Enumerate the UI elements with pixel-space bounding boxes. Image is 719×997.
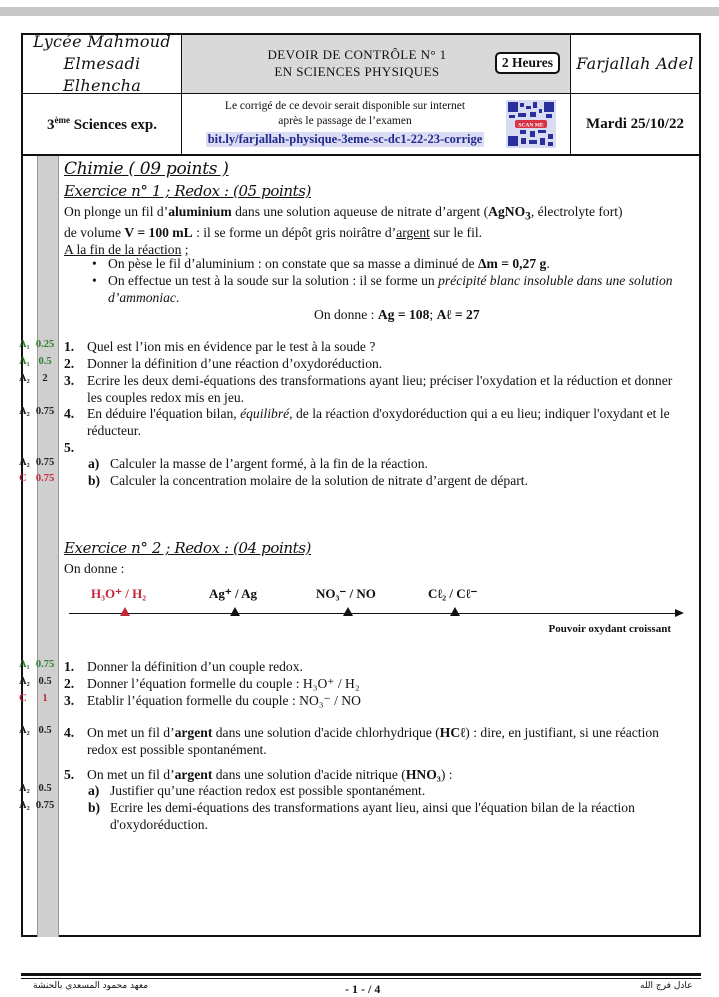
grade-mark: [19, 406, 59, 417]
intro-text: dans une solution aqueuse de nitrate d’argent (: [231, 204, 489, 219]
couple-marker-ag: [230, 607, 240, 616]
exercise-2-intro: On donne :: [64, 561, 125, 576]
question-item: [64, 339, 684, 356]
points: 0.5: [38, 725, 52, 736]
grade-mark: [19, 725, 59, 736]
criterion: A₂: [19, 457, 30, 468]
redox-scale: [64, 586, 689, 646]
grade-mark: [19, 783, 59, 794]
scale-axis: [69, 613, 677, 614]
question-number: 3.: [64, 693, 75, 708]
subquestion-item: [64, 783, 684, 800]
notice-line1: Le corrigé de ce devoir serait disponible sur internet: [224, 100, 466, 112]
question-text: Donner la définition d’un couple redox.: [87, 659, 303, 674]
subquestion-item: [64, 800, 684, 833]
subquestion-letter: b): [88, 800, 101, 815]
criterion: A₂: [19, 406, 30, 417]
question-bold: argent: [174, 767, 213, 782]
bullet-italic: précipité blanc insoluble dans une solution d’ammoniac: [108, 273, 673, 305]
points: 0.75: [35, 406, 55, 417]
subquestion-letter: a): [88, 456, 100, 471]
grade-mark: [19, 676, 59, 687]
question-text: ) : dire, en justifiant, si une réaction redox est possible spontanément.: [87, 725, 659, 757]
couple-marker-no3: [343, 607, 353, 616]
criterion: A₁: [19, 659, 30, 670]
grade-mark: [19, 659, 59, 670]
question-number: 2.: [64, 356, 75, 371]
qr-code-icon[interactable]: [506, 100, 556, 148]
criterion: A₂: [19, 725, 30, 736]
question-number: 4.: [64, 725, 75, 740]
intro-bold-aluminium: aluminium: [168, 204, 232, 219]
points: 0.25: [35, 339, 55, 350]
duration-badge: 2 Heures: [495, 52, 560, 74]
couple-no3-no: NO₃⁻ / NO: [316, 586, 376, 601]
points: 0.5: [38, 783, 52, 794]
intro-text: , électrolyte fort): [530, 204, 623, 219]
intro-text: sur le fil.: [429, 225, 483, 241]
bullet-text: .: [175, 289, 180, 305]
question-item: [64, 725, 684, 758]
points: 1: [42, 693, 48, 704]
question-text: dans une solution d'acide chlorhydrique (: [212, 725, 440, 740]
criterion: C: [19, 693, 27, 704]
question-item: [64, 767, 684, 784]
question-item: [64, 356, 684, 373]
school-name-line2: Elmesadi Elhencha: [62, 54, 142, 95]
criterion: A₁: [19, 356, 30, 367]
points: 0.75: [35, 659, 55, 670]
couple-cl2-cl: Cℓ₂ / Cℓ⁻: [428, 586, 478, 601]
bullet-text: On effectue un test à la soude sur la solution : il se forme un: [108, 273, 439, 288]
question-number: 1.: [64, 659, 75, 674]
class-number: 3: [46, 116, 55, 133]
couple-h3o-h2: H₃O⁺ / H₂: [91, 586, 147, 601]
couple-marker-h3o: [120, 607, 130, 616]
criterion: A₂: [19, 676, 30, 687]
exam-title-line1: DEVOIR DE CONTRÔLE N° 1: [267, 47, 447, 62]
bullet-text: On pèse le fil d’aluminium : on constate que sa masse a diminué de: [108, 256, 478, 271]
question-text: Donner la définition d’une réaction d’oxydoréduction.: [87, 356, 383, 371]
given-al: Aℓ = 27: [436, 307, 480, 322]
top-bar: [0, 7, 719, 16]
question-item: [64, 659, 684, 676]
subquestion-text: Calculer la masse de l’argent formé, à la fin de la réaction.: [110, 456, 428, 471]
subquestion-text: Justifier qu’une réaction redox est possible spontanément.: [110, 783, 426, 798]
given-sep: ;: [429, 307, 437, 322]
exam-body: [21, 154, 701, 937]
points: 0.5: [38, 676, 52, 687]
grade-mark: [19, 339, 59, 350]
grade-mark: [19, 473, 59, 484]
criterion: A₂: [19, 800, 30, 811]
grade-mark: [19, 693, 59, 704]
exercise-1-title: Exercice n° 1 ; Redox : (05 points): [64, 182, 311, 200]
criterion: A₁: [19, 339, 30, 350]
qr-label: SCAN ME: [518, 122, 544, 129]
subquestion-item: [64, 473, 684, 490]
points: 0.75: [35, 800, 55, 811]
bullet-text: .: [546, 256, 550, 271]
question-bold: HNO₃: [405, 767, 441, 782]
question-text: Donner l’équation formelle du couple : H₃O⁺ / H₂: [87, 676, 360, 691]
question-item: [64, 406, 684, 439]
intro-text: : il se forme un dépôt gris noirâtre d’: [192, 225, 397, 241]
exam-header: [21, 33, 701, 156]
class-cell: [23, 94, 182, 154]
bullet-item: [94, 273, 698, 306]
question-text: On met un fil d’: [87, 725, 175, 740]
notice-line2: après le passage de l’examen: [278, 115, 412, 127]
points: 0.5: [38, 356, 52, 367]
exam-title-cell: [182, 35, 571, 93]
intro-formula-sub: 3: [525, 210, 531, 223]
grade-mark: [19, 356, 59, 367]
question-bold: HCℓ: [439, 725, 466, 740]
subquestion-letter: b): [88, 473, 101, 488]
scale-label: Pouvoir oxydant croissant: [548, 623, 671, 635]
question-italic: équilibré: [240, 406, 290, 421]
author-name: Farjallah Adel: [576, 54, 694, 73]
footer-rule: [21, 973, 701, 976]
exercise-1-intro: [64, 204, 689, 258]
school-name: [23, 32, 182, 95]
question-item: [64, 693, 684, 710]
question-text: En déduire l'équation bilan,: [87, 406, 241, 421]
grade-mark: [19, 373, 59, 384]
intro-formula: AgNO: [488, 204, 526, 219]
criterion: C: [19, 473, 27, 484]
grading-margin: [37, 156, 59, 937]
criterion: A₂: [19, 373, 30, 384]
subquestion-letter: a): [88, 783, 100, 798]
exam-title-line2: EN SCIENCES PHYSIQUES: [274, 64, 440, 79]
question-item: [64, 373, 684, 406]
grade-mark: [19, 800, 59, 811]
question-text: On met un fil d’: [87, 767, 175, 782]
page-number: - 1 - / 4: [345, 982, 381, 996]
exam-date: Mardi 25/10/22: [586, 115, 684, 132]
given-data: [314, 307, 480, 323]
author-cell: [571, 35, 699, 93]
given-prefix: On donne :: [314, 307, 378, 322]
question-text: Etablir l’équation formelle du couple : NO₃⁻ / NO: [87, 693, 361, 708]
criterion: A₂: [19, 783, 30, 794]
intro-text: de volume: [64, 225, 125, 241]
bullet-value: Δm = 0,27 g: [477, 256, 547, 271]
footer-school: معهد محمود المسعدي بالحنشة: [33, 981, 149, 991]
intro-text: On plonge un fil d’: [64, 204, 169, 219]
subquestion-item: [64, 456, 684, 473]
exercise-2-title: Exercice n° 2 ; Redox : (04 points): [64, 539, 311, 557]
footer-author: عادل فرج الله: [640, 981, 693, 991]
couple-ag: Ag⁺ / Ag: [209, 586, 258, 601]
class-name: Sciences exp.: [69, 116, 158, 133]
question-text: dans une solution d'acide nitrique (: [212, 767, 406, 782]
question-text: Quel est l’ion mis en évidence par le test à la soude ?: [87, 339, 376, 354]
school-name-line1: Lycée Mahmoud: [33, 32, 171, 51]
class-sup: ème: [54, 114, 70, 125]
question-number: 5.: [64, 767, 75, 782]
date-cell: [571, 94, 699, 154]
end-of-reaction-label: A la fin de la réaction: [64, 241, 182, 257]
subquestion-text: Ecrire les demi-équations des transformations ayant lieu, ainsi que l'équation bilan de la réaction d'oxydoréduction.: [110, 800, 635, 832]
intro-underline-argent: argent: [396, 225, 430, 241]
points: 2: [42, 373, 48, 384]
end-suffix: ;: [181, 241, 189, 257]
bullet-item: [94, 256, 698, 273]
couple-marker-cl2: [450, 607, 460, 616]
given-ag: Ag = 108: [377, 307, 430, 322]
footer-rule: [21, 978, 701, 979]
class-label: [47, 115, 157, 134]
points: 0.75: [35, 457, 55, 468]
correction-notice: [190, 99, 500, 148]
notice-cell: [182, 94, 571, 154]
question-text: , de la réaction d'oxydoréduction qui a eu lieu; indiquer l'oxydant et le réducteur.: [87, 406, 670, 438]
grade-mark: [19, 457, 59, 468]
subquestion-text: Calculer la concentration molaire de la solution de nitrate d’argent de départ.: [110, 473, 528, 488]
intro-volume: V = 100 mL: [124, 225, 193, 241]
question-number: 4.: [64, 406, 75, 421]
scale-arrow-icon: [675, 609, 684, 617]
section-title-chimie: Chimie ( 09 points ): [64, 159, 229, 179]
question-bold: argent: [174, 725, 213, 740]
correction-link[interactable]: bit.ly/farjallah-physique-3eme-sc-dc1-22-23-corrige: [207, 132, 483, 146]
question-item: [64, 676, 684, 693]
question-number: 5.: [64, 440, 75, 455]
question-text: ) :: [440, 767, 453, 782]
question-number: 1.: [64, 339, 75, 354]
question-number: 2.: [64, 676, 75, 691]
question-text: Ecrire les deux demi-équations des transformations ayant lieu; préciser l'oxydation et la réduction et donner les couples redox mis en jeu.: [87, 373, 673, 405]
points: 0.75: [35, 473, 55, 484]
question-number: 3.: [64, 373, 75, 388]
exam-title: [242, 46, 472, 80]
